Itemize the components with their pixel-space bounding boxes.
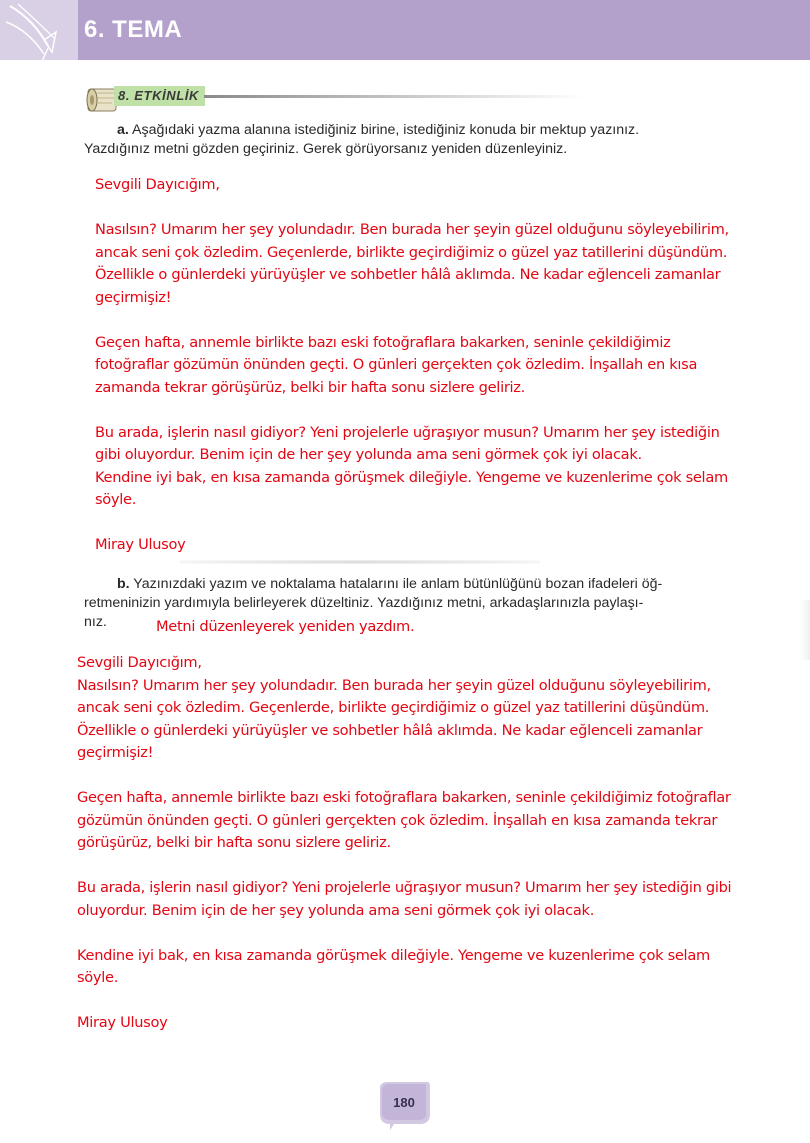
activity-label: 8. ETKİNLİK: [114, 86, 205, 106]
pen-icon: [4, 2, 70, 68]
activity-heading: [84, 81, 604, 115]
letter-greeting: Sevgili Dayıcığım,: [95, 176, 220, 193]
letter-line: Özellikle o günlerdeki yürüyüşler ve sohbetler hâlâ aklımda. Ne kadar eğlenceli zamanlar: [95, 266, 721, 283]
letter-line: Kendine iyi bak, en kısa zamanda görüşmek dileğiyle. Yengeme ve kuzenlerime çok selam: [95, 468, 728, 486]
rewrite-note: Metni düzenleyerek yeniden yazdım.: [156, 618, 415, 635]
page-number-badge: [376, 1080, 432, 1130]
letter-line: görüşürüz, belki bir hafta sonu sizlere geliriz.: [77, 834, 391, 851]
letter-line: oluyordur. Benim için de her şey yolunda ama seni görmek çok iyi olacak.: [77, 901, 595, 919]
page-edge-shadow: [800, 600, 810, 660]
letter-line: Bu arada, işlerin nasıl gidiyor? Yeni projelerle uğraşıyor musun? Umarım her şey istediğin gibi: [77, 879, 732, 896]
instruction-b-marker: b.: [117, 576, 130, 592]
letter-line: Nasılsın? Umarım her şey yolundadır. Ben burada her şeyin güzel olduğunu söyleyebilirim,: [95, 221, 729, 238]
instruction-a-line2: Yazdığınız metni gözden geçiriniz. Gerek görüyorsanız yeniden düzenleyiniz.: [84, 141, 568, 157]
letter-line: Geçen hafta, annemle birlikte bazı eski fotoğraflara bakarken, seninle çekildiğimiz: [95, 333, 671, 351]
instruction-b-line1: Yazınızdaki yazım ve noktalama hatalarını ile anlam bütünlüğünü bozan ifadeleri öğ-: [133, 576, 663, 592]
letter-line: Nasılsın? Umarım her şey yolundadır. Ben burada her şeyin güzel olduğunu söyleyebilirim,: [77, 676, 711, 694]
letter-signature: Miray Ulusoy: [77, 1014, 168, 1031]
letter-line: Geçen hafta, annemle birlikte bazı eski fotoğraflara bakarken, seninle çekildiğimiz fotoğraflar: [77, 789, 731, 806]
letter-draft: [95, 174, 729, 557]
section-divider: [180, 560, 540, 564]
letter-line: gözümün önünden geçti. O günleri gerçekten çok özledim. İnşallah en kısa zamanda tekrar: [77, 811, 718, 829]
activity-divider: [204, 95, 584, 98]
instruction-b-line2: retmeninizin yardımıyla belirleyerek düzeltiniz. Yazdığınız metni, arkadaşlarınızla paylaşı-: [84, 595, 644, 611]
page-title: 6. TEMA: [84, 16, 183, 43]
letter-line: geçirmişiz!: [77, 744, 154, 761]
letter-line: söyle.: [95, 491, 137, 508]
letter-line: Özellikle o günlerdeki yürüyüşler ve sohbetler hâlâ aklımda. Ne kadar eğlenceli zamanlar: [77, 721, 703, 739]
page-number: 180: [393, 1095, 415, 1110]
letter-signature: Miray Ulusoy: [95, 536, 186, 553]
letter-line: söyle.: [77, 969, 119, 986]
instruction-a-marker: a.: [117, 122, 129, 138]
letter-line: gibi oluyordur. Benim için de her şey yolunda ama seni görmek çok iyi olacak.: [95, 446, 642, 463]
letter-line: Bu arada, işlerin nasıl gidiyor? Yeni projelerle uğraşıyor musun? Umarım her şey istediğin: [95, 423, 720, 441]
instruction-b-line3: nız.: [84, 614, 107, 630]
letter-line: fotoğraflar gözümün önünden geçti. O günleri gerçekten çok özledim. İnşallah en kısa: [95, 356, 698, 373]
letter-line: ancak seni çok özledim. Geçenlerde, birlikte geçirdiğimiz o güzel yaz tatillerini düşündüm.: [95, 243, 728, 261]
letter-revised: [77, 652, 731, 1035]
letter-line: zamanda tekrar görüşürüz, belki bir hafta sonu sizlere geliriz.: [95, 378, 525, 396]
instruction-a: [84, 121, 758, 159]
letter-greeting: Sevgili Dayıcığım,: [77, 654, 202, 671]
page-header: [0, 0, 810, 60]
letter-line: ancak seni çok özledim. Geçenlerde, birlikte geçirdiğimiz o güzel yaz tatillerini düşündüm.: [77, 699, 710, 716]
letter-line: Kendine iyi bak, en kısa zamanda görüşmek dileğiyle. Yengeme ve kuzenlerime çok selam: [77, 946, 710, 964]
letter-line: geçirmişiz!: [95, 288, 172, 306]
instruction-a-line1: Aşağıdaki yazma alanına istediğiniz birine, istediğiniz konuda bir mektup yazınız.: [132, 122, 640, 138]
